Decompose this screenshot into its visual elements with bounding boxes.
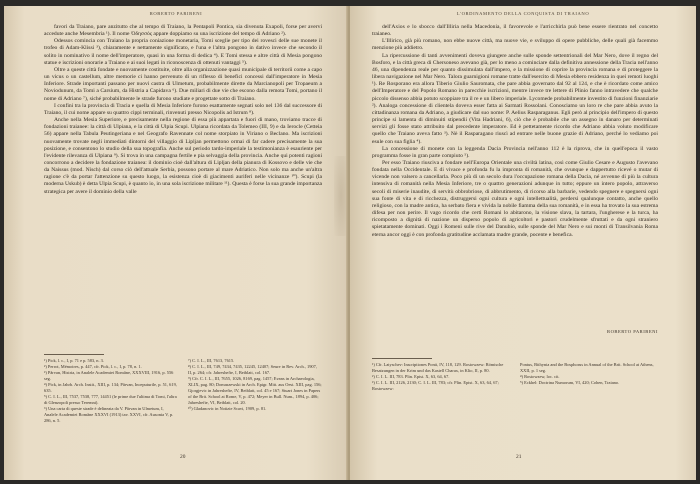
footnote: ¹⁰) Gladanovic in Notizie Scavi, 1909, p. 81. [188, 406, 267, 411]
paragraph: I confini tra la provincia di Tracia e quella di Mesia Inferiore furono esattamente segnati solo nel 136 dal successore di Traiano, il cui nome appare su quattro cippi terminali, rinvenuti presso Nicopolis ad Istrum ⁸). [44, 102, 322, 116]
footnote: ¹) Cfr. Latyschev: Inscriptiones Ponti, IV, 118, 129. Rostowzew: Römische Besatzungen in der Krim und das Kastell Charax, in Klio, II, p. 80. [372, 362, 504, 373]
footnotes-column [44, 358, 178, 424]
author-signature: ROBERTO PARIBENI [607, 329, 658, 334]
footnote: ⁴) Rostowzew, loc. cit. [520, 374, 560, 379]
footnote: ¹) Pick, l. c., I, p. 71 e p. 583, n. 3. [44, 358, 104, 363]
footnotes [372, 362, 658, 392]
footnote: ⁹) Cfr. C. I. L., III, 7655, 1026, 8169, pag. 1457; Evans in Archaeologia, XLIX, pag. 80; Domaszewski in Arch. Epigr. Mitt. aus Oest. XIII, pag. 156; Gjorgjevic in Jahreshefte, IV, Beiblatt, col. 45 e 167; Stuart Jones in Papers of the Brit. School at Rome, V, p. 472; Meyer in Bull. Num., 1894, p. 406; Jahreshefte, VI, Beiblatt, col. 20. [188, 376, 322, 405]
body-text [372, 24, 658, 239]
paragraph: dell'Axios e lo sbocco dall'Illiria nella Macedonia, il favorevole e l'arricchirla può bene essere rientrato nel concetto traianeo. [372, 24, 658, 38]
paragraph: Per esso Traiano riusciva a fondare nell'Europa Orientale una civiltà latina, così come Giulio Cesare e Augusto l'avevano fondata nella Occidentale. E di vivace e profonda fu la impronta di romanità, che ovunque e dappertutto ricevé o mutar di vicende non valsero a cancellarla. Poco più di un secolo dura l'occupazione romana della Dacia, né avvenne di più la cultura intensiva di romanità nella Mesia Inferiore, tre o quattro generazioni adunque in tutto; eppure un intero popolo, attraverso secoli di miserie inaudite, di servitù obbrobriose, di abbrutimento, di ricorso alla barbarie, vedendo spegnere e spegnersi ogni sua fonte di vita e di ricchezza, distruggersi ogni cultura e ogni intellettualità, perdersi qualunque contatto, anche quello religioso, con la madre antica, ha serbato fiera e vivida la nobile fiamma della sua romanità, e in essa ha trovato la sua estrema difesa per non perire. Il vago ricordo che certi Romani lo abitarono, la visione slava, la tartara, l'ungherese e la turca, ha ricomposto a dignità di nazione un disperso popolo di agricoltori e pastori crudelmente sfruttati e da ogni straniero spietatamente dominati. Oggi i Romeni sulle rive del Danubio, sulle sponde del Mar Nero e sui monti di Transilvania Roma eterna ancor oggi è con profonda gratitudine acclamata madre grande, pocente e benefica. [372, 159, 658, 238]
paragraph: La ripercussione di tanti avvenimenti doveva giungere anche sulle sponde settentrionali del Mar Nero, dove il regno del Bosforo, e la città greca di Chersoneso avevano già, per lo meno a cominciare dalla definitiva annessione della Tracia nell'anno 46, una dipendenza reale per quanto dissimulata dall'impero, e la missione di coprire la provincia romana e di proteggere la libera navigazione nel Mar Nero. Talora guarnigioni romane tratte dall'esercito di Mesia ebbero residenza in quei remoti luoghi ¹). Re Rosporano era allora Tiberio Giulio Sauromata, che pare abbia governato dal 92 al 124, e che è ricordato come amico dell'Imperatore e del Popolo Romano in parecchie iscrizioni, mentre invece tre lettere di Plinio fanno intravedere che qualche piccolo dissenso abbia potuto scoppiare tra il re e un libero imperiale. Lycomede probabilmente investito di funzioni finanziarie ²). Analoga concessione di clientela doveva esser fatta ai Sarmati Rossolani. Conosciamo un loro re che pare abbia avuto la cittadinanza romana da Adriano, a giudicare dal suo nome: P. Aelius Rasparaganus. Egli però al principio dell'impero di questo principe si lamenta di diminuiti stipendii (Vita Hadriani, 6), ciò che è probabile che un assegno in danaro per determinati servizi gli fosse stato attribuito dal precedente imperatore. Ed è pettetamente ricordo che Adriano abbia voluto modificare quello che Traiano aveva fatto ³). Nè il Rasparagano riuscì ad entrare nelle buone grazie di Adriano, perché lo vediamo poi esule con sua figlia ⁴). [372, 52, 658, 145]
footnotes [44, 358, 322, 424]
footnotes-column [520, 362, 658, 392]
running-head: ROBERTO PARIBENI [149, 11, 203, 16]
footnotes-column [372, 362, 510, 392]
running-head: L'ORDINAMENTO DELLA CONQUISTA DI TRAIANO [456, 11, 590, 16]
paragraph: L'Illirico, già più romano, non ebbe nuove città, ma nuove vie, e sviluppo di opere pubbliche, delle quali già facemmo menzione più addietro. [372, 38, 658, 52]
page-number: 20 [180, 454, 186, 460]
paragraph: favori da Traiano, pare anzitutto che al tempo di Traiano, la Pentapoli Pontica, sia divenuta Exapoli, forse per avervi accedute anche Mesembria ¹). Il nome Ὀδησσός appare doppiamo su una iscrizione del tempo di Adriano ²). [44, 24, 322, 38]
paragraph: Oltre a queste città fondate e nuovamente costituite, oltre alla organizzazione quasi municipale di territorii come a capo un vicus o un castellum, altre memorie ci hanno pervenuto di un riflesso di benefici concessi dall'imperatore in Mesia Inferiore. Strade importanti passano per nuovi castra di Ulmetum, probabilmente dirette da Marcianopoli per Tropaeum a Noviodunum, da Tomi a Carsium, da Histria a Capidava ⁶). Due miliari di due vie che escono dalla remota Tomi, portano il nome di Adriano ⁷), siché probabilmente le strade furono studiate e progettate sotto di Traiano. [44, 66, 322, 102]
footnote: ⁸) C. I. L., III, 749, 7434, 7435, 12245, 12407; Seure in Rev. Arch., 1907, II, p. 264; cfr. Jahreshefte, I, Beiblatt, col. 167. [188, 364, 317, 375]
footnote: ³) C. I. L. III, 2126, 2130; C. I. L. III, 783; cfr. Plin. Epist. X, 63, 64, 67; Rostowzew: [372, 380, 499, 391]
footnote: ³) Pârvan, Histria, in Analele Academiei Române, XXXVIII, 1916, p. 556 seg. [44, 370, 174, 381]
footnote-rule [372, 358, 432, 359]
right-page [350, 6, 696, 480]
footnote: ²) Perrot, Mémoires, p. 447, cfr. Pick, l. c., I, p. 78, n. 1. [44, 364, 142, 369]
paragraph: Odessos comincia con Traiano la propria coniazione monetaria, Tomi sceglie per tipo dei rovesci delle sue monete il trofeo di Adam-Klissi ³), chiaramente e nettamente significato, e l'una e l'altra pongono in dativo invece che secondo il solito in nominativo il nome dell'imperatore, quasi in una forma di dedica ⁴). E Tomi stessa e altre città di Mesia pongono statue e iscrizioni onorarie a Traiano e ai suoi legati in riconoscenza di ottenuti vantaggi ⁵). [44, 38, 322, 66]
footnote: ⁴) Pick, in Jahrb. Arch. Instit., XIII, p. 134; Pârvan, Inceputurile, p. 51, 619, 635. [44, 382, 177, 393]
footnote: ⁵) Eckhel: Doctrina Numorum, VI, 420; Cohen, Traiano. [520, 380, 620, 385]
footnote: ⁶) Una carta di queste strade è delineata da V. Pârvan in Ulmetum, I, Analele Academiei Române XXXVI (1913) tav. XXVI, cfr. Ausonia V, p. 286, n. 5. [44, 406, 174, 423]
left-page [4, 6, 348, 480]
footnote: ²) C. I. L. III, 783. Plin. Epist. X, 63, 64, 67. [372, 374, 450, 379]
paragraph: Anche nella Mesia Superiore, e precisamente nella regione di essa più appartata e fuori di mano, troviamo tracce di fondazioni traianee: la città di Ulpiana, e la città di Ulpia Scupi. Ulpiana ricordata da Tolemeo (III, 9) e da Ierocle (Cetteia 56) appare nella Tabula Peutingeriana e nel Geografo Ravennate col nome storpiato in Viriano o Beclano. Ma iscrizioni nuovamente trovate negli immediati dintorni del villaggio di Lipljan permettono ormai di far cadere precisamente la sua posizione, e consentono lo studio della sua topografia. Anche sul periodo tardo-imperiale la testimonianza è esauriente per l'evidente rilevanza di Ulpiana ⁹). Si trova in una campagna fertile e pia selvaggia della provincia. Anche qui potenti ragioni concorrono a decidere la fondazione traianea: il dominio cioè dall'altura di Lipljan della pianura di Kossovo e delle vie che da Naissus (mod. Nisch) dal corso ciò dell'attuale Serbia, possono portare al mare Adriatico. Non solo ma anche un'altra ragione c'è da portar l'attenzione su questo luogo, la esistenza cioè di giacimenti auriferi nelle vicinanze ¹⁰). Scupi (la moderna Uskub) è detta Ulpia Scupi, è quanto io, in una sola iscrizione militare ¹¹). Questa è forse la sua grande importanza strategica per avere il dominio della valle [44, 117, 322, 195]
open-book-spread [4, 6, 696, 480]
footnote-rule [44, 354, 104, 355]
footnote: Pontus, Bithynia and the Bosphorus in Annual of the Brit. School at Athens, XXII, p. 1 seg. [520, 362, 654, 373]
page-number: 21 [516, 454, 522, 460]
paragraph: La concessione di monete con la leggenda Dacia Provincia nell'anno 112 è la riprova, che in quell'epoca il vasto programma fosse in gran parte compiuto ⁵). [372, 145, 658, 159]
footnote: ⁵) C. I. L., III, 7537, 7538, 777, 14451 (le prime due l'ultima di Tomi, l'altra di Glenzopoli presso Teremni). [44, 394, 177, 405]
footnotes-column [188, 358, 322, 424]
body-text [44, 24, 322, 196]
footnote: ⁷) C. I. L., III, 7613, 7615. [188, 358, 235, 363]
